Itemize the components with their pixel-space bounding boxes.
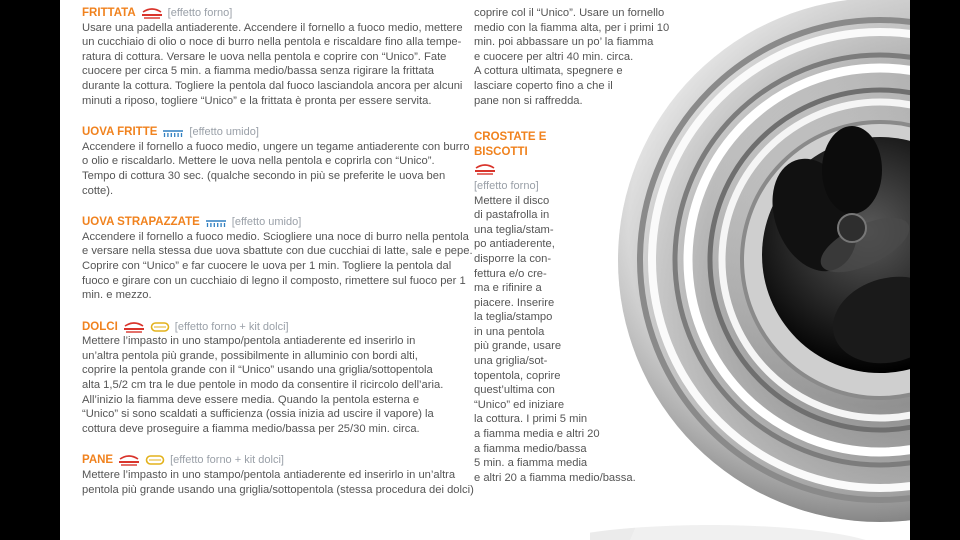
text-line: una teglia/stam- [474,223,554,236]
heat-lid-icon [118,453,140,468]
text-line: minuti a riposo, togliere “Unico” e la frittata è pronta per essere servita. [82,94,432,107]
recipe-dolci [82,320,462,437]
text-line: un’altra pentola più grande, possibilmente in alluminio con bordi alti, [82,349,418,362]
recipe-tag: [effetto umido] [231,216,302,229]
text-line: “Unico” ed iniziare [474,398,565,411]
left-column [82,6,474,514]
text-line: A cottura ultimata, spegnere e [474,65,623,78]
recipe-title: UOVA STRAPAZZATE [82,216,200,229]
text-line: e cuocere per altri 40 min. circa. [474,50,634,63]
text-line: topentola, coprire [474,369,561,382]
text-line: cuocere per circa 5 min. a fiamma medio/bassa senza rigirare la frittata [82,65,434,78]
text-line: o olio e riscaldarlo. Mettere le uova nella pentola e coprirla con “Unico”. [82,155,435,168]
kit-dolci-icon [150,320,170,335]
text-line: Mettere il disco [474,194,550,207]
text-line: Mettere l’impasto in uno stampo/pentola antiaderente ed inserirlo in un’altra [82,469,456,482]
heat-lid-icon [123,320,145,335]
text-line: medio con la fiamma alta, per i primi 10 [474,21,670,34]
recipe-frittata [82,6,462,108]
recipe-tag: [effetto forno + kit dolci] [174,320,289,333]
text-line: una griglia/sot- [474,355,548,368]
recipe-text [82,140,470,198]
text-line: “Unico” si sono scaldati a sufficienza (ossia inizia ad uscire il vapore) la [82,408,434,421]
middle-column [474,6,694,502]
text-line: coprire la pentola grande con il “Unico” usando una griglia/sottopentola [82,364,433,377]
text-line: Coprire con “Unico” e far cuocere le uova per 1 min. Togliere la pentola dal [82,259,452,272]
text-line: e altri 20 a fiamma medio/bassa. [474,471,636,484]
text-line: pane non si raffredda. [474,94,583,107]
text-line: alta 1,5/2 cm tra le due pentole in modo da consentire il ricircolo dell’aria. [82,379,444,392]
text-line: min. e mezzo. [82,289,152,302]
text-line: coprire col il “Unico”. Usare un fornello [474,7,665,19]
recipe-title: UOVA FRITTE [82,126,158,139]
recipe-crostate [474,130,694,485]
text-line: disporre la con- [474,252,552,265]
text-line: quest’ultima con [474,384,555,397]
text-line: All’inizio la fiamma deve essere media. Quando la pentola esterna e [82,393,420,406]
text-line: 5 min. a fiamma media [474,457,588,470]
recipe-title-cont: BISCOTTI [474,145,528,158]
text-line: fettura e/o cre- [474,267,547,280]
text-line: po antiaderente, [474,238,555,251]
kit-dolci-icon [145,453,165,468]
text-line: fuoco e girare con un cucchiaio di legno il composto, rimettere sul fuoco per 1 [82,274,466,287]
recipe-text [82,21,462,109]
recipe-title: FRITTATA [82,7,136,19]
heat-lid-icon [474,163,496,175]
text-line: Usare una padella antiaderente. Accendere il fornello a fuoco medio, mettere [82,21,463,34]
text-line: lasciare coperto fino a che il [474,79,613,92]
text-line: cotte). [82,184,114,197]
text-line: durante la cottura. Togliere la pentola dal fuoco lasciandola ancora per alcuni [82,79,463,92]
text-line: in una pentola [474,325,545,338]
recipe-text [82,468,474,497]
recipe-uova-strapazzate [82,215,473,303]
recipe-header [82,6,462,21]
text-line: un cucchiaio di olio o noce di burro nella pentola e riscaldare fino alla tempe- [82,36,462,49]
recipe-tag: [effetto forno] [167,7,233,19]
text-line: Tempo di cottura 30 sec. (qualche secondo in più se preferite le uova ben [82,169,446,182]
recipe-title: DOLCI [82,320,118,333]
text-line: ratura di cottura. Versare le uova nella pentola e coprire con “Unico”. Fate [82,50,447,63]
text-line: di pastafrolla in [474,209,550,222]
text-line: pentola più grande usando una griglia/sottopentola (stessa procedura dei dolci) [82,483,474,496]
recipe-text [82,334,462,436]
text-line: Mettere l’impasto in uno stampo/pentola antiaderente ed inserirlo in [82,335,416,348]
recipe-text [474,194,694,486]
text-line: e versare nella stessa due uova sbattute con due cucchiai di latte, sale e pepe. [82,245,473,258]
heat-lid-icon [141,6,163,21]
text-line: Accendere il fornello a fuoco medio. Sciogliere una noce di burro nella pentola [82,230,469,243]
recipe-uova-fritte [82,125,470,198]
recipe-tag: [effetto forno + kit dolci] [170,454,284,467]
recipe-tag: [effetto umido] [189,126,259,139]
recipe-pane [82,453,474,497]
recipe-tag: [effetto forno] [474,179,539,192]
text-line: a fiamma media e altri 20 [474,428,600,441]
recipe-page [60,0,910,540]
text-line: a fiamma medio/bassa [474,442,587,455]
text-line: Accendere il fornello a fuoco medio, ungere un tegame antiaderente con burro [82,140,470,153]
text-line: più grande, usare [474,340,562,353]
text-line: cottura deve proseguire a fiamma medio/bassa per 25/30 min. circa. [82,422,420,435]
recipe-pane-continued [474,6,694,108]
icon-row [474,162,694,177]
recipe-title: PANE [82,454,114,467]
recipe-header [82,215,462,230]
recipe-text [82,230,473,303]
steam-icon [162,125,184,140]
text-line: ma e rifinire a [474,282,542,295]
recipe-header [82,125,462,140]
recipe-title: CROSTATE E [474,131,547,144]
text-line: min. poi abbassare un po’ la fiamma [474,36,654,49]
text-line: la cottura. I primi 5 min [474,413,588,426]
steam-icon [205,215,227,230]
recipe-header [82,453,462,468]
recipe-header [82,320,462,335]
text-line: piacere. Inserire [474,296,555,309]
text-line: la teglia/stampo [474,311,553,324]
